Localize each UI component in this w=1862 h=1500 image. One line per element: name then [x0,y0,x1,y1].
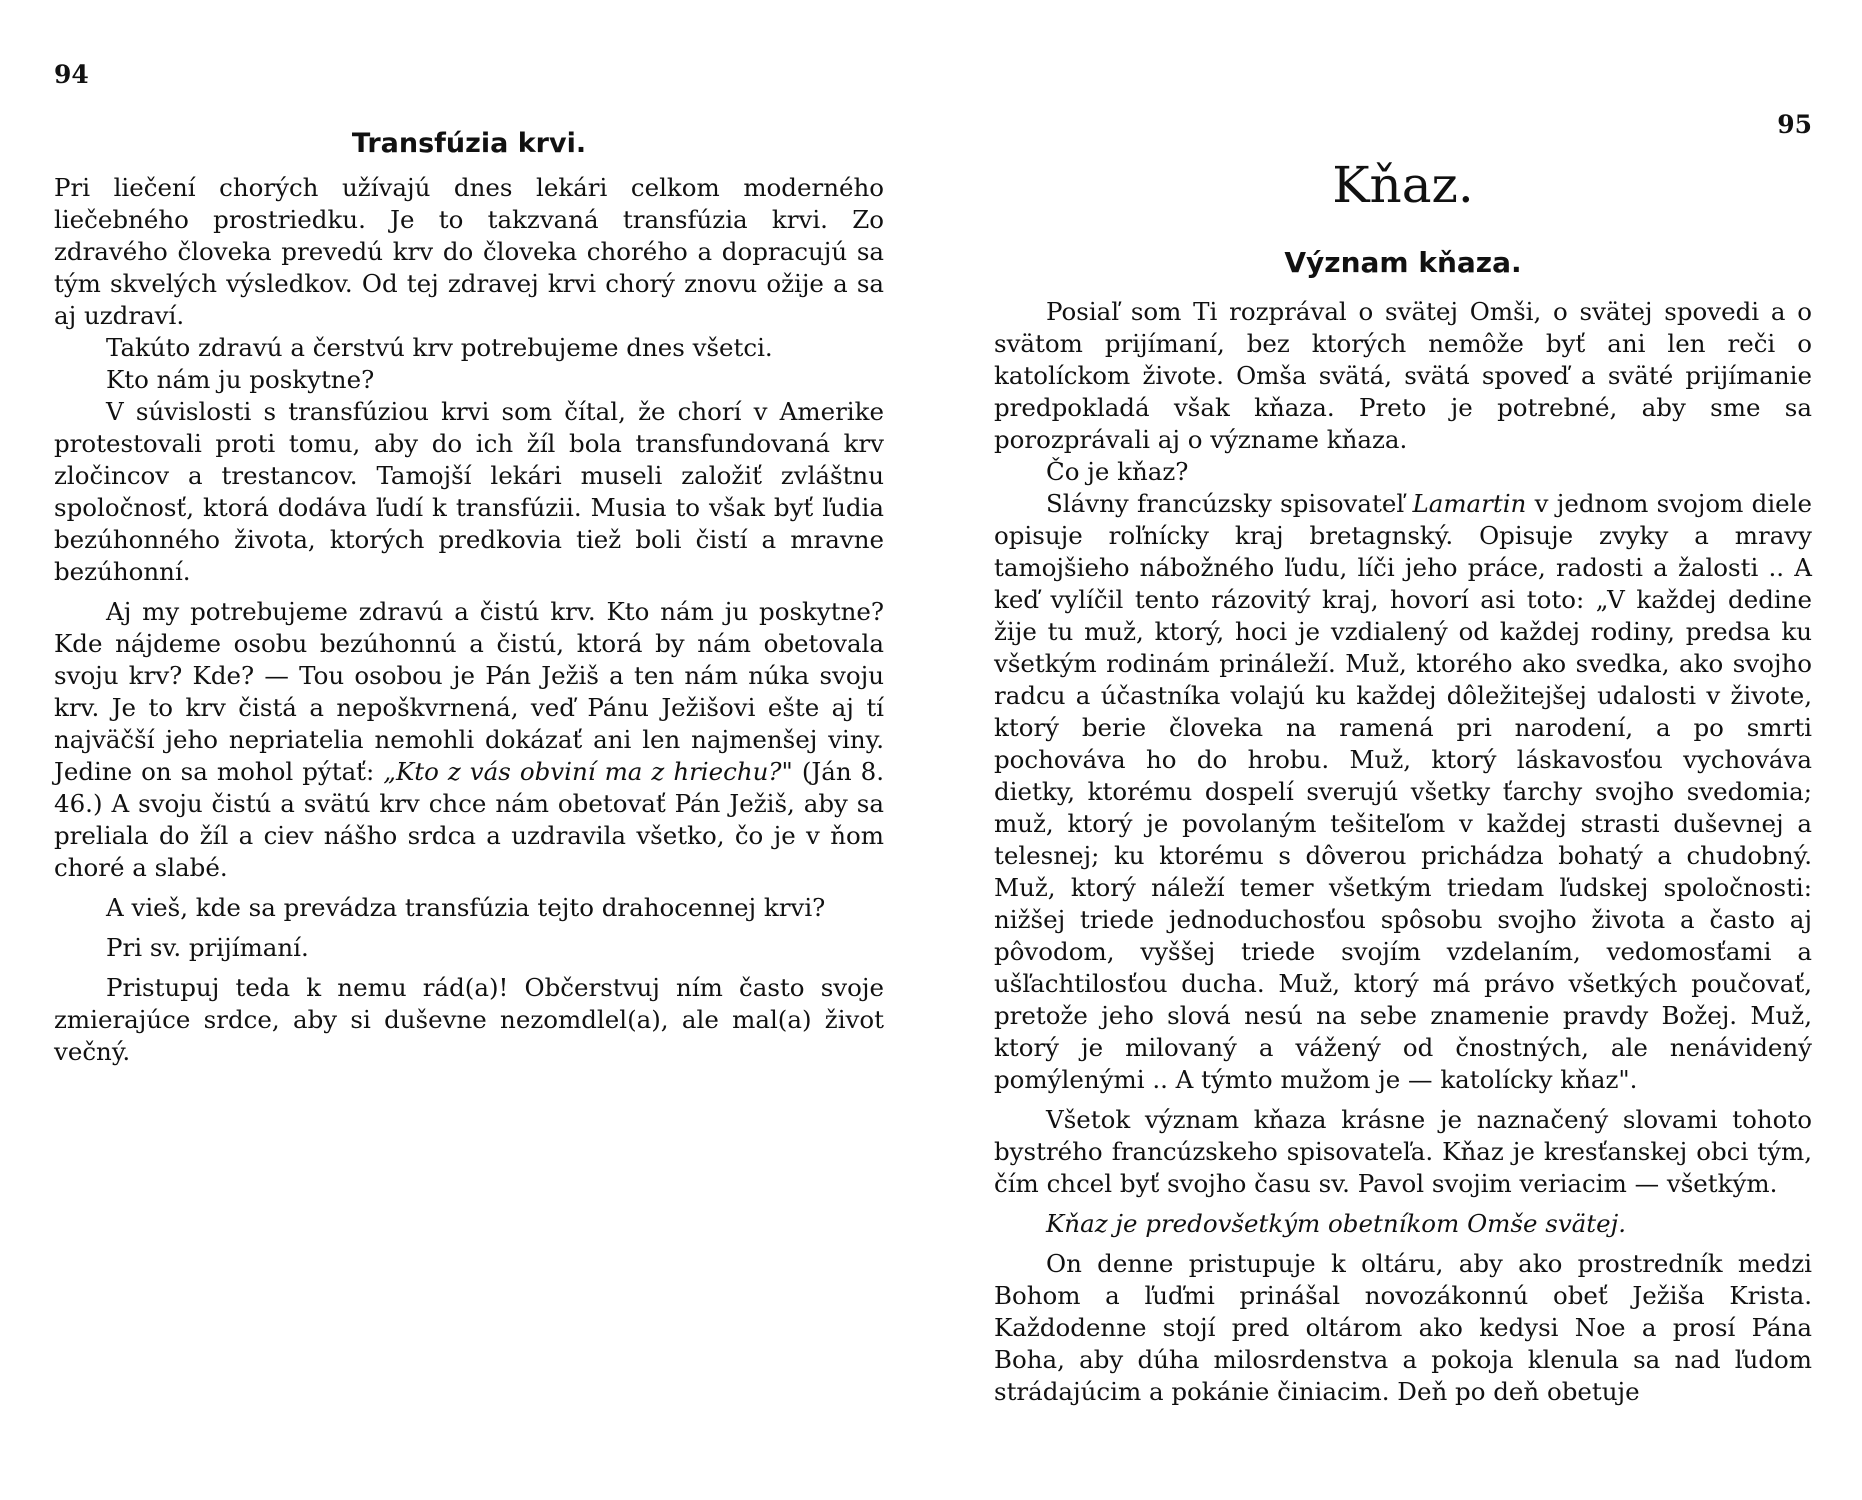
section-title: Význam kňaza. [1284,246,1522,279]
paragraph: Takúto zdravú a čerstvú krv potrebujeme dnes všetci. [106,333,773,362]
paragraph: Pri sv. prijímaní. [106,933,309,962]
paragraph-text: Slávny francúzsky spisovateľ [1046,489,1405,518]
page-number: 95 [1777,110,1812,139]
page-number: 94 [54,60,89,89]
paragraph: Pri liečení chorých užívajú dnes lekári celkom moderného liečebného prostriedku. Je to takzvaná transfúzia krvi. Zo zdravého človeka prevedú krv do človeka chorého a dopracujú sa tým skvelých výsledkov. Od tej zdravej krvi chorý znovu ožije a sa aj uzdraví. [54,173,884,330]
chapter-title: Kňaz. [1332,156,1474,214]
paragraph: A vieš, kde sa prevádza transfúzia tejto drahocennej krvi? [106,893,826,922]
paragraph: V súvislosti s transfúziou krvi som čítal, že chorí v Amerike protestovali proti tomu, aby do ich žíl bola transfundovaná krv zločincov a trestancov. Tamojší lekári museli založiť zvláštnu spoločnosť, ktorá dodáva ľudí k transfúzii. Musia to však byť ľudia bezúhonného života, ktorých predkovia tiež boli čistí a mravne bezúhonní. [54,397,884,586]
author-name: Lamartin [1412,489,1527,518]
paragraph: Kto nám ju poskytne? [106,365,375,394]
chapter-title: Transfúzia krvi. [351,128,587,159]
paragraph: Všetok význam kňaza krásne je naznačený slovami tohoto bystrého francúzskeho spisovateľa. Kňaz je kresťanskej obci tým, čím chcel byť svojho času sv. Pavol svojim veriacim — všetkým. [994,1105,1812,1198]
paragraph: On denne pristupuje k oltáru, aby ako prostredník medzi Bohom a ľuďmi prinášal novozákonnú obeť Ježiša Krista. Každodenne stojí pred oltárom ako kedysi Noe a prosí Pána Boha, aby dúha milosrdenstva a pokoja klenula sa nad ľudom strádajúcim a pokánie činiacim. Deň po deň obetuje [994,1249,1812,1406]
paragraph-text: (Ján 8. 46.) A svoju čistú a svätú krv chce nám obetovať Pán Ježiš, aby sa preliala do žíl a ciev nášho srdca a uzdravila všetko, čo je v ňom choré a slabé. [54,757,885,882]
chapter-body [994,296,1812,1408]
italic-heading: Kňaz je predovšetkým obetníkom Omše svätej. [1046,1209,1626,1238]
chapter-body [54,172,884,1068]
paragraph: Posiaľ som Ti rozprával o svätej Omši, o svätej spovedi a o svätom prijímaní, bez ktorých nemôže byť ani len reči o katolíckom živote. Omša svätá, svätá spoveď a sväté prijímanie predpokladá však kňaza. Preto je potrebné, aby sme sa porozprávali aj o význame kňaza. [994,297,1812,454]
paragraph: Pristupuj teda k nemu rád(a)! Občerstvuj ním často svoje zmierajúce srdce, aby si duševne nezomdlel(a), ale mal(a) život večný. [54,973,884,1066]
paragraph-text: v jednom svojom diele opisuje roľnícky kraj bretagnský. Opisuje zvyky a mravy tamojšieho nábožného ľudu, líči jeho práce, radosti a žalosti .. A keď vylíčil tento rázovitý kraj, hovorí asi toto: „V každej dedine žije tu muž, ktorý, hoci je vzdialený od každej rodiny, predsa ku všetkým rodinám prináleží. Muž, ktorého ako svedka, ako svojho radcu a účastníka volajú ku každej dôležitejšej udalosti v živote, ktorý berie človeka na ramená pri narodení, a po smrti pochováva ho do hrobu. Muž, ktorý láskavosťou vychováva dietky, ktorému dospelí sverujú všetky ťarchy svojho svedomia; muž, ktorý je povolaným tešiteľom v každej strasti duševnej a telesnej; ku ktorému s dôverou prichádza bohatý a chudobný. Muž, ktorý náleží temer všetkým triedam ľudskej spoločnosti: nižšej triede jednoduchosťou spôsobu svojho života a často aj pôvodom, vyššej triede svojím vzdelaním, vedomosťami a ušľachtilosťou ducha. Muž, ktorý má právo všetkých poučovať, pretože jeho slová nesú na sebe znamenie pravdy Božej. Muž, ktorý je milovaný a vážený od čnostných, ale nenávidený pomýlenými .. A týmto mužom je — katolícky kňaz". [994,489,1812,1094]
paragraph: Čo je kňaz? [1046,457,1189,486]
bible-quote: „Kto z vás obviní ma z hriechu?" [383,757,793,786]
paragraph [994,488,1812,1096]
paragraph-text: Aj my potrebujeme zdravú a čistú krv. Kto nám ju poskytne? Kde nájdeme osobu bezúhonnú a čistú, ktorá by nám obetovala svoju krv? Kde? — Tou osobou je Pán Ježiš a ten nám núka svoju krv. Je to krv čistá a nepoškvrnená, veď Pánu Ježišovi ešte aj tí najväčší jeho nepriatelia nemohli dokázať ani len najmenšej viny. Jedine on sa mohol pýtať: [54,597,884,786]
paragraph [54,596,884,884]
